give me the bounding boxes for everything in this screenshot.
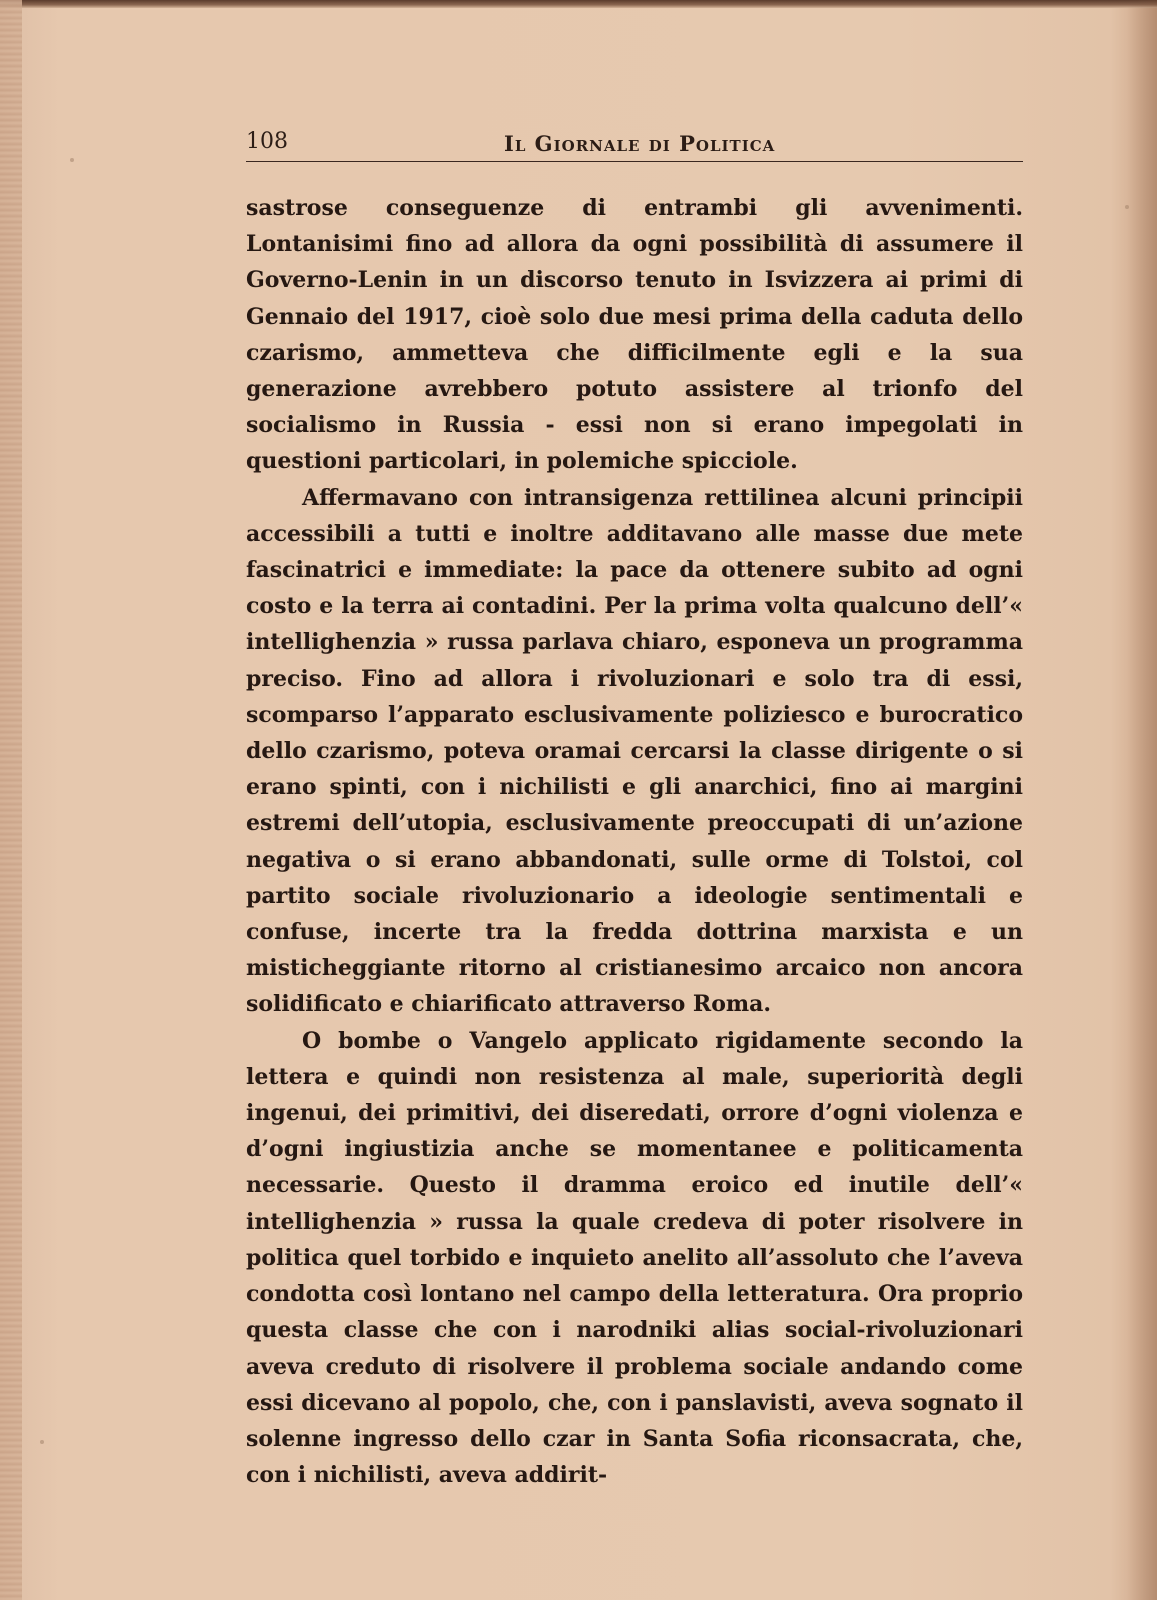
paper-speck (1125, 205, 1129, 209)
running-title: Il Giornale di Politica (504, 131, 776, 156)
body-text (246, 190, 1023, 1493)
paper-speck (40, 1440, 44, 1444)
paper-speck (70, 158, 74, 162)
page-top-edge (0, 0, 1157, 8)
page-header (246, 128, 1023, 162)
header-rule (246, 161, 1023, 162)
page-binding-edge (0, 0, 22, 1600)
page-right-shadow (1127, 0, 1157, 1600)
paragraph: Affermavano con intransigenza rettilinea alcuni principii accessibili a tutti e inoltre additavano alle masse due mete fascinatrici e immediate: la pace da ottenere subito ad ogni costo e la terra ai contadini. Per la prima volta qualcuno dell’« intellighenzia » russa parlava chiaro, esponeva un programma preciso. Fino ad allora i rivoluzionari e solo tra di essi, scomparso l’apparato esclusivamente poliziesco e burocratico dello czarismo, poteva oramai cercarsi la classe dirigente o si erano spinti, con i nichilisti e gli anarchici, fino ai margini estremi dell’utopia, esclusivamente preoccupati di un’azione negativa o si erano abbandonati, sulle orme di Tolstoi, col partito sociale rivoluzionario a ideologie sentimentali e confuse, incerte tra la fredda dottrina marxista e un misticheggiante ritorno al cristianesimo arcaico non ancora solidificato e chiarificato attraverso Roma. (246, 484, 1023, 1018)
paragraph: sastrose conseguenze di entrambi gli avvenimenti. Lontanisimi fino ad allora da ogni possibilità di assumere il Governo-Lenin in un discorso tenuto in Isvizzera ai primi di Gennaio del 1917, cioè solo due mesi prima della caduta dello czarismo, ammetteva che difficilmente egli e la sua generazione avrebbero potuto assistere al trionfo del socialismo in Russia - essi non si erano impegolati in questioni particolari, in polemiche spicciole. (246, 195, 1023, 475)
paragraph: O bombe o Vangelo applicato rigidamente secondo la lettera e quindi non resistenza al male, superiorità degli ingenui, dei primitivi, dei diseredati, orrore d’ogni violenza e d’ogni ingiustizia anche se momentanee e politicamenta necessarie. Questo il dramma eroico ed inutile dell’« intellighenzia » russa la quale credeva di poter risolvere in politica quel torbido e inquieto anelito all’assoluto che l’aveva condotta così lontano nel campo della letteratura. Ora proprio questa classe che con i narodniki alias social-rivoluzionari aveva creduto di risolvere il problema sociale andando come essi dicevano al popolo, che, con i panslavisti, aveva sognato il solenne ingresso dello czar in Santa Sofia riconsacrata, che, con i nichilisti, aveva addirit- (246, 1027, 1023, 1489)
page-number: 108 (246, 129, 288, 154)
